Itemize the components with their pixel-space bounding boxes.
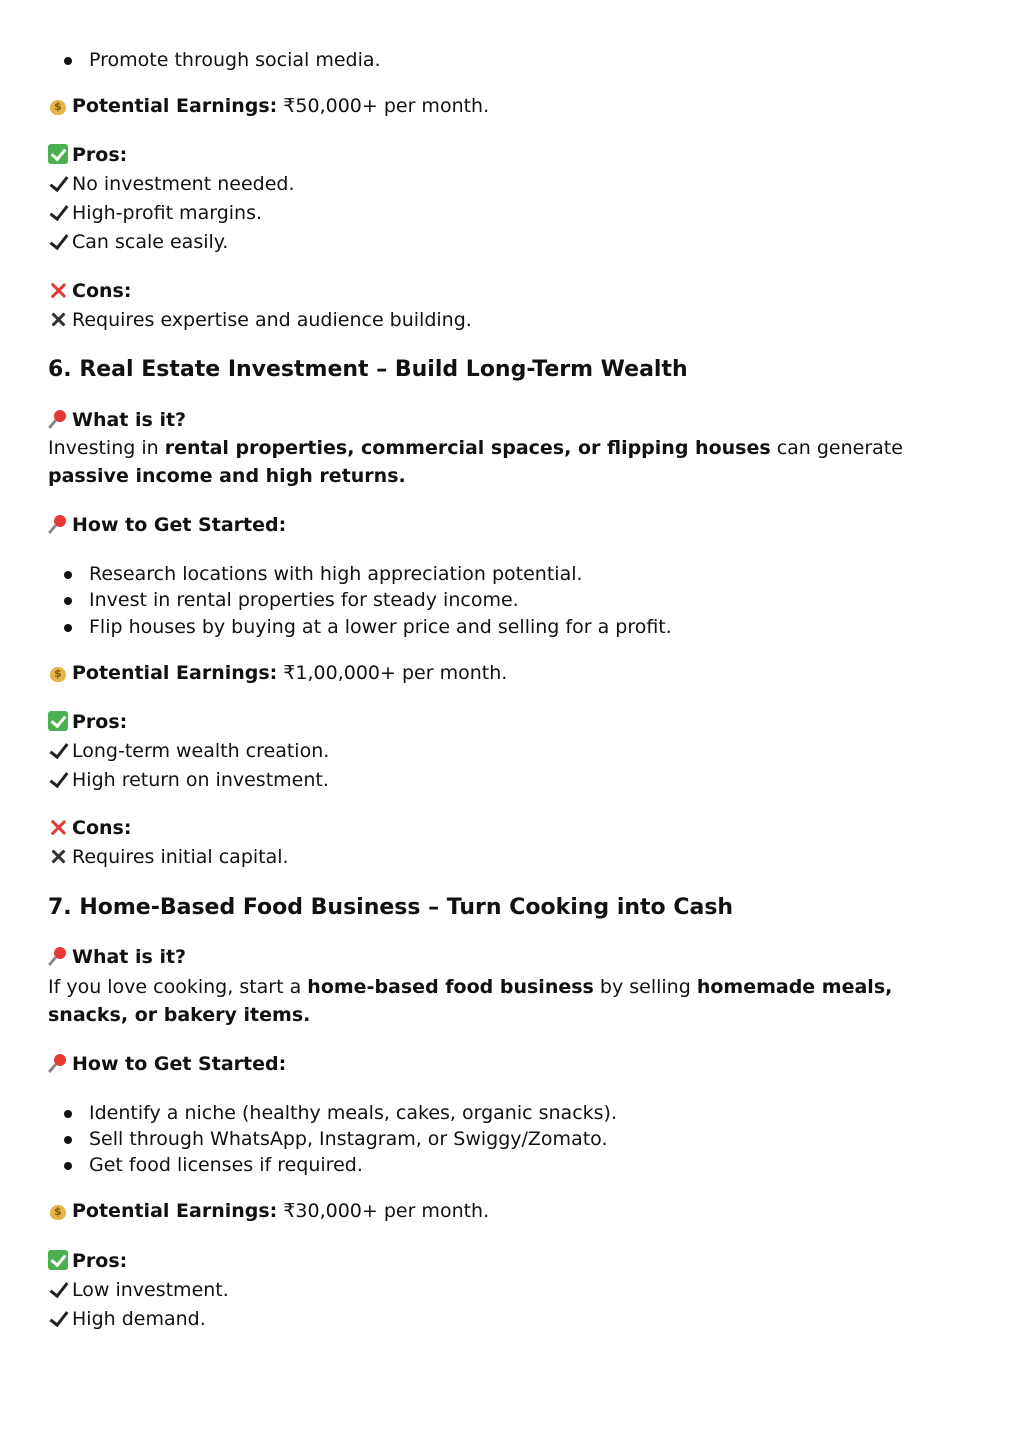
con-text: Requires expertise and audience building. [72,309,472,331]
how-label: How to Get Started: [72,514,287,536]
earnings-value: ₹50,000+ per month. [277,95,490,117]
pro-text: High demand. [72,1308,206,1330]
pro-text: Can scale easily. [72,231,229,253]
what-description [48,434,978,490]
cons-heading [48,814,978,842]
check-mark-icon [48,740,68,760]
cons-label: Cons: [72,280,132,302]
pro-item [48,199,978,227]
con-item [48,843,978,871]
what-heading [48,406,978,434]
pros-label: Pros: [72,711,128,733]
cross-mark-icon [48,309,68,329]
what-description [48,973,978,1029]
money-bag-icon [48,662,68,682]
con-text: Requires initial capital. [72,846,289,868]
earnings-value: ₹1,00,000+ per month. [277,662,508,684]
cross-mark-icon [48,846,68,866]
list-item: Sell through WhatsApp, Instagram, or Swiggy/Zomato. [89,1128,608,1150]
desc-bold: passive income and high returns. [48,465,406,487]
earnings-line [48,659,978,687]
con-item [48,306,978,334]
how-heading [48,511,978,539]
check-mark-icon [48,1279,68,1299]
check-mark-icon [48,231,68,251]
pros-heading [48,708,978,736]
pushpin-icon [48,1053,68,1073]
how-label: How to Get Started: [72,1053,287,1075]
list-item: Flip houses by buying at a lower price and selling for a profit. [89,616,672,638]
earnings-label: Potential Earnings: [72,1200,278,1222]
check-box-icon [48,144,68,164]
pro-text: No investment needed. [72,173,295,195]
list-item: Invest in rental properties for steady income. [89,589,519,611]
pros-heading [48,1247,978,1275]
desc-text: Investing in [48,437,165,459]
cons-heading [48,277,978,305]
pro-text: High return on investment. [72,769,329,791]
pros-label: Pros: [72,1250,128,1272]
pro-item [48,1305,978,1333]
how-heading [48,1050,978,1078]
earnings-value: ₹30,000+ per month. [277,1200,490,1222]
pro-text: High-profit margins. [72,202,263,224]
pro-item [48,737,978,765]
money-bag-icon [48,1200,68,1220]
desc-text: can generate [770,437,903,459]
desc-text: If you love cooking, start a [48,976,308,998]
pushpin-icon [48,514,68,534]
desc-bold: homemade meals, snacks, or bakery items. [48,976,893,1026]
earnings-label: Potential Earnings: [72,662,278,684]
pro-text: Low investment. [72,1279,229,1301]
what-label: What is it? [72,946,187,968]
list-item: Get food licenses if required. [89,1154,363,1176]
check-box-icon [48,1250,68,1270]
pro-item [48,1276,978,1304]
check-box-icon [48,711,68,731]
pros-heading [48,141,978,169]
check-mark-icon [48,173,68,193]
what-label: What is it? [72,409,187,431]
earnings-line [48,92,978,120]
desc-bold: home-based food business [307,976,594,998]
check-mark-icon [48,1308,68,1328]
section-heading: 6. Real Estate Investment – Build Long-Term Wealth [48,357,688,382]
red-x-icon [48,280,68,300]
red-x-icon [48,817,68,837]
pushpin-icon [48,409,68,429]
list-item: Promote through social media. [89,49,381,71]
pro-item [48,228,978,256]
section-heading: 7. Home-Based Food Business – Turn Cooking into Cash [48,895,734,920]
earnings-line [48,1197,978,1225]
pro-item [48,170,978,198]
pro-item [48,766,978,794]
cons-label: Cons: [72,817,132,839]
check-mark-icon [48,202,68,222]
desc-text: by selling [593,976,697,998]
pros-label: Pros: [72,144,128,166]
pushpin-icon [48,946,68,966]
check-mark-icon [48,769,68,789]
pro-text: Long-term wealth creation. [72,740,330,762]
money-bag-icon [48,95,68,115]
what-heading [48,943,978,971]
list-item: Research locations with high appreciation potential. [89,563,583,585]
list-item: Identify a niche (healthy meals, cakes, organic snacks). [89,1102,618,1124]
earnings-label: Potential Earnings: [72,95,278,117]
desc-bold: rental properties, commercial spaces, or flipping houses [164,437,771,459]
